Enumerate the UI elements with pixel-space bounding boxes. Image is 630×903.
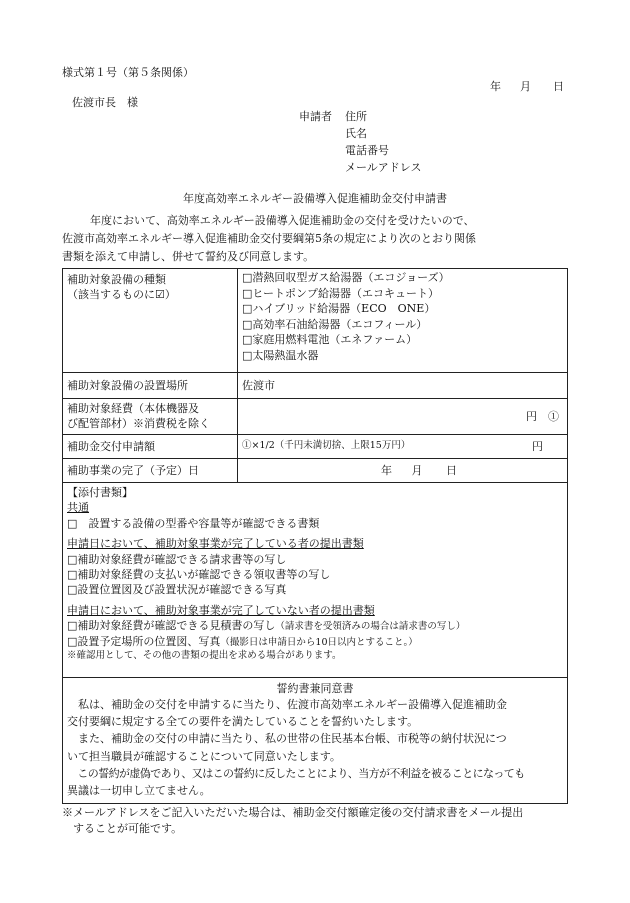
attachments-heading: 【添付書類】 <box>67 486 133 499</box>
not-completed-docs-heading: 申請日において、補助対象事業が完了していない者の提出書類 <box>67 603 375 617</box>
form-number: 様式第１号（第５条関係） <box>62 66 194 79</box>
completion-label: 補助事業の完了（予定）日 <box>63 459 238 483</box>
location-value[interactable]: 佐渡市 <box>238 373 568 399</box>
pledge-cell <box>63 678 568 804</box>
amount-value-cell[interactable] <box>238 435 568 459</box>
document-title: 年度高効率エネルギー設備導入促進補助金交付申請書 <box>183 192 447 205</box>
equipment-option-solar-water-heater[interactable]: □太陽熱温水器 <box>242 348 319 362</box>
applicant-email-label: メールアドレス <box>345 161 422 174</box>
pledge-line-5: この誓約が虚偽であり、又はこの誓約に反したことにより、当方が不利益を被ることになっても <box>67 766 525 780</box>
not-completed-doc-item-site-photo[interactable]: □設置予定場所の位置図、写真（撮影日は申請日から10日以内とすること。） <box>67 634 418 648</box>
cost-label-line-2: び配管部材）※消費税を除く <box>67 416 210 430</box>
applicant-phone-label: 電話番号 <box>345 144 389 157</box>
equipment-options-cell <box>238 269 568 373</box>
equipment-label-cell <box>63 269 238 373</box>
pledge-line-4: いて担当職員が確認することについて同意いたします。 <box>67 749 341 763</box>
pledge-line-1: 私は、補助金の交付を申請するに当たり、佐渡市高効率エネルギー設備導入促進補助金 <box>67 698 507 712</box>
equipment-option-eco-cute[interactable]: □ヒートポンプ給湯器（エコキュート） <box>242 286 439 300</box>
cost-label-line-1: 補助対象経費（本体機器及 <box>67 402 199 416</box>
pledge-line-3: また、補助金の交付の申請に当たり、私の世帯の住民基本台帳、市税等の納付状況につ <box>67 732 507 746</box>
not-completed-doc-item-estimate[interactable]: □補助対象経費が確認できる見積書の写し（請求書を受領済みの場合は請求書の写し） <box>67 619 466 633</box>
date-month-label: 月 <box>520 80 531 93</box>
date-day-label: 日 <box>553 80 564 93</box>
bottom-note-line-2: することが可能です。 <box>62 822 183 835</box>
completion-row <box>63 459 568 483</box>
pledge-line-6: 異議は一切申し立てません。 <box>67 783 211 797</box>
applicant-label: 申請者 <box>299 110 332 123</box>
date-year-label: 年 <box>490 80 501 93</box>
applicant-address-label: 住所 <box>345 110 367 123</box>
attachments-cell <box>63 483 568 678</box>
completed-doc-item-receipt[interactable]: □補助対象経費の支払いが確認できる領収書等の写し <box>67 567 331 581</box>
cost-row <box>63 399 568 435</box>
attachments-row <box>63 483 568 678</box>
completion-year-label: 年 <box>381 463 392 477</box>
bottom-note-line-1: ※メールアドレスをご記入いただいた場合は、補助金交付額確定後の交付請求書をメール提出 <box>62 806 524 819</box>
addressee: 佐渡市長 様 <box>72 96 138 109</box>
amount-label: 補助金交付申請額 <box>63 435 238 459</box>
applicant-name-label: 氏名 <box>345 127 367 140</box>
intro-line-2: 佐渡市高効率エネルギー導入促進補助金交付要綱第5条の規定により次のとおり関係 <box>62 232 476 245</box>
completion-date-cell[interactable] <box>238 459 568 483</box>
completion-month-label: 月 <box>411 463 423 477</box>
cost-unit: 円 ① <box>526 409 559 423</box>
equipment-option-eco-feel[interactable]: □高効率石油給湯器（エコフィール） <box>242 317 428 331</box>
equipment-note: （該当するものに☑） <box>67 288 176 302</box>
application-table <box>62 268 568 804</box>
equipment-option-ene-farm[interactable]: □家庭用燃料電池（エネファーム） <box>242 333 418 346</box>
common-docs-heading: 共通 <box>67 501 89 515</box>
attachments-footnote: ※確認用として、その他の書類の提出を求める場合があります。 <box>67 649 342 661</box>
equipment-row <box>63 269 568 373</box>
location-label: 補助対象設備の設置場所 <box>63 373 238 399</box>
completed-docs-heading: 申請日において、補助対象事業が完了している者の提出書類 <box>67 537 364 551</box>
location-row <box>63 373 568 399</box>
amount-row <box>63 435 568 459</box>
intro-line-1: 年度において、高効率エネルギー設備導入促進補助金の交付を受けたいので、 <box>90 214 475 227</box>
intro-line-3: 書類を添えて申請し、併せて誓約及び同意します。 <box>62 250 315 263</box>
equipment-option-eco-one[interactable]: □ハイブリッド給湯器（ECO ONE） <box>242 302 436 315</box>
amount-unit: 円 <box>532 439 543 453</box>
pledge-title: 誓約書兼同意書 <box>276 682 354 695</box>
pledge-row <box>63 678 568 804</box>
pledge-line-2: 交付要綱に規定する全ての要件を満たしていることを誓約いたします。 <box>67 715 419 729</box>
completed-doc-item-photo[interactable]: □設置位置図及び設置状況が確認できる写真 <box>67 583 287 597</box>
completed-doc-item-invoice[interactable]: □補助対象経費が確認できる請求書等の写し <box>67 552 287 566</box>
cost-value-cell[interactable] <box>238 399 568 435</box>
common-doc-item[interactable]: □ 設置する設備の型番や容量等が確認できる書類 <box>67 516 320 530</box>
equipment-label: 補助対象設備の種類 <box>67 273 166 286</box>
amount-formula: ①×1/2（千円未満切捨、上限15万円） <box>242 439 411 451</box>
equipment-option-eco-jozu[interactable]: □潜熱回収型ガス給湯器（エコジョーズ） <box>242 271 450 284</box>
completion-day-label: 日 <box>446 463 457 477</box>
cost-label-cell <box>63 399 238 435</box>
